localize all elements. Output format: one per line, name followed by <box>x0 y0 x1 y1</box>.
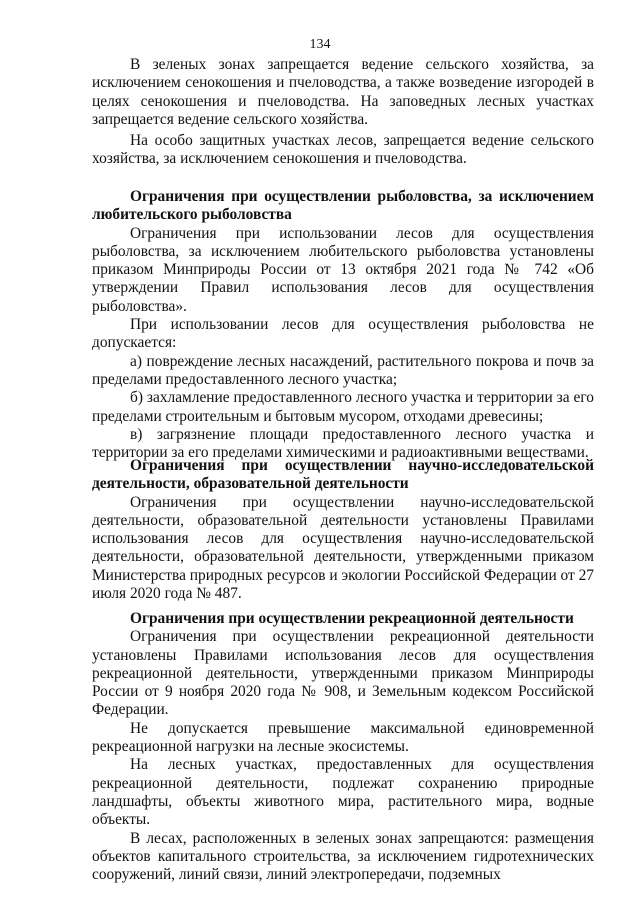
paragraph: Ограничения при осуществлении рекреационной деятельности установлены Правилами использования лесов для осуществления рекреационной деятельности, утвержденными приказом Минприроды России от 9 ноября 2020 года № 908, и Земельным кодексом Российской Федерации. <box>92 628 594 719</box>
section-heading: Ограничения при осуществлении рекреационной деятельности <box>130 610 574 627</box>
list-item: в) загрязнение площади предоставленного лесного участка и территории за его пределами химическими и радиоактивными веществами. <box>92 425 594 462</box>
paragraph: В лесах, расположенных в зеленых зонах запрещаются: размещения объектов капитального строительства, за исключением гидротехнических сооружений, линий связи, линий электропередачи, подземных <box>92 829 594 884</box>
section-recreation <box>92 610 594 884</box>
section-agriculture <box>92 56 594 169</box>
section-heading: Ограничения при осуществлении рыболовства, за исключением любительского рыболовства <box>92 188 594 224</box>
paragraph: Ограничения при использовании лесов для осуществления рыболовства, за исключением любительского рыболовства установлены приказом Минприроды России от 13 октября 2021 года № 742 «Об утверждении Правил использования лесов для осуществления рыболовства». <box>92 224 594 315</box>
section-fishing <box>92 188 594 462</box>
paragraph: На особо защитных участках лесов, запрещается ведение сельского хозяйства, за исключением сенокошения и пчеловодства. <box>92 132 594 168</box>
paragraph: Не допускается превышение максимальной единовременной рекреационной нагрузки на лесные экосистемы. <box>92 719 594 756</box>
list-item: а) повреждение лесных насаждений, растительного покрова и почв за пределами предоставленного лесного участка; <box>92 352 594 388</box>
list-item: б) захламление предоставленного лесного участка и территории за его пределами строительным и бытовым мусором, отходами древесины; <box>92 389 594 425</box>
section-research <box>92 457 594 603</box>
section-heading: Ограничения при осуществлении научно-исследовательской деятельности, образовательной деятельности <box>92 457 594 493</box>
paragraph: При использовании лесов для осуществления рыболовства не допускается: <box>92 316 594 352</box>
paragraph: Ограничения при осуществлении научно-исследовательской деятельности, образовательной деятельности установлены Правилами использования лесов для осуществления научно-исследовательской деятельности, образовательной деятельности, утвержденными приказом Министерства природных ресурсов и экологии Российской Федерации от 27 июля 2020 года № 487. <box>92 493 594 603</box>
paragraph: На лесных участках, предоставленных для осуществления рекреационной деятельности, подлежат сохранению природные ландшафты, объекты животного мира, растительного мира, водные объекты. <box>92 756 594 829</box>
paragraph: В зеленых зонах запрещается ведение сельского хозяйства, за исключением сенокошения и пчеловодства, а также возведение изгородей в целях сенокошения и пчеловодства. На заповедных лесных участках запрещается ведение сельского хозяйства. <box>92 56 594 128</box>
page-number: 134 <box>309 37 331 52</box>
